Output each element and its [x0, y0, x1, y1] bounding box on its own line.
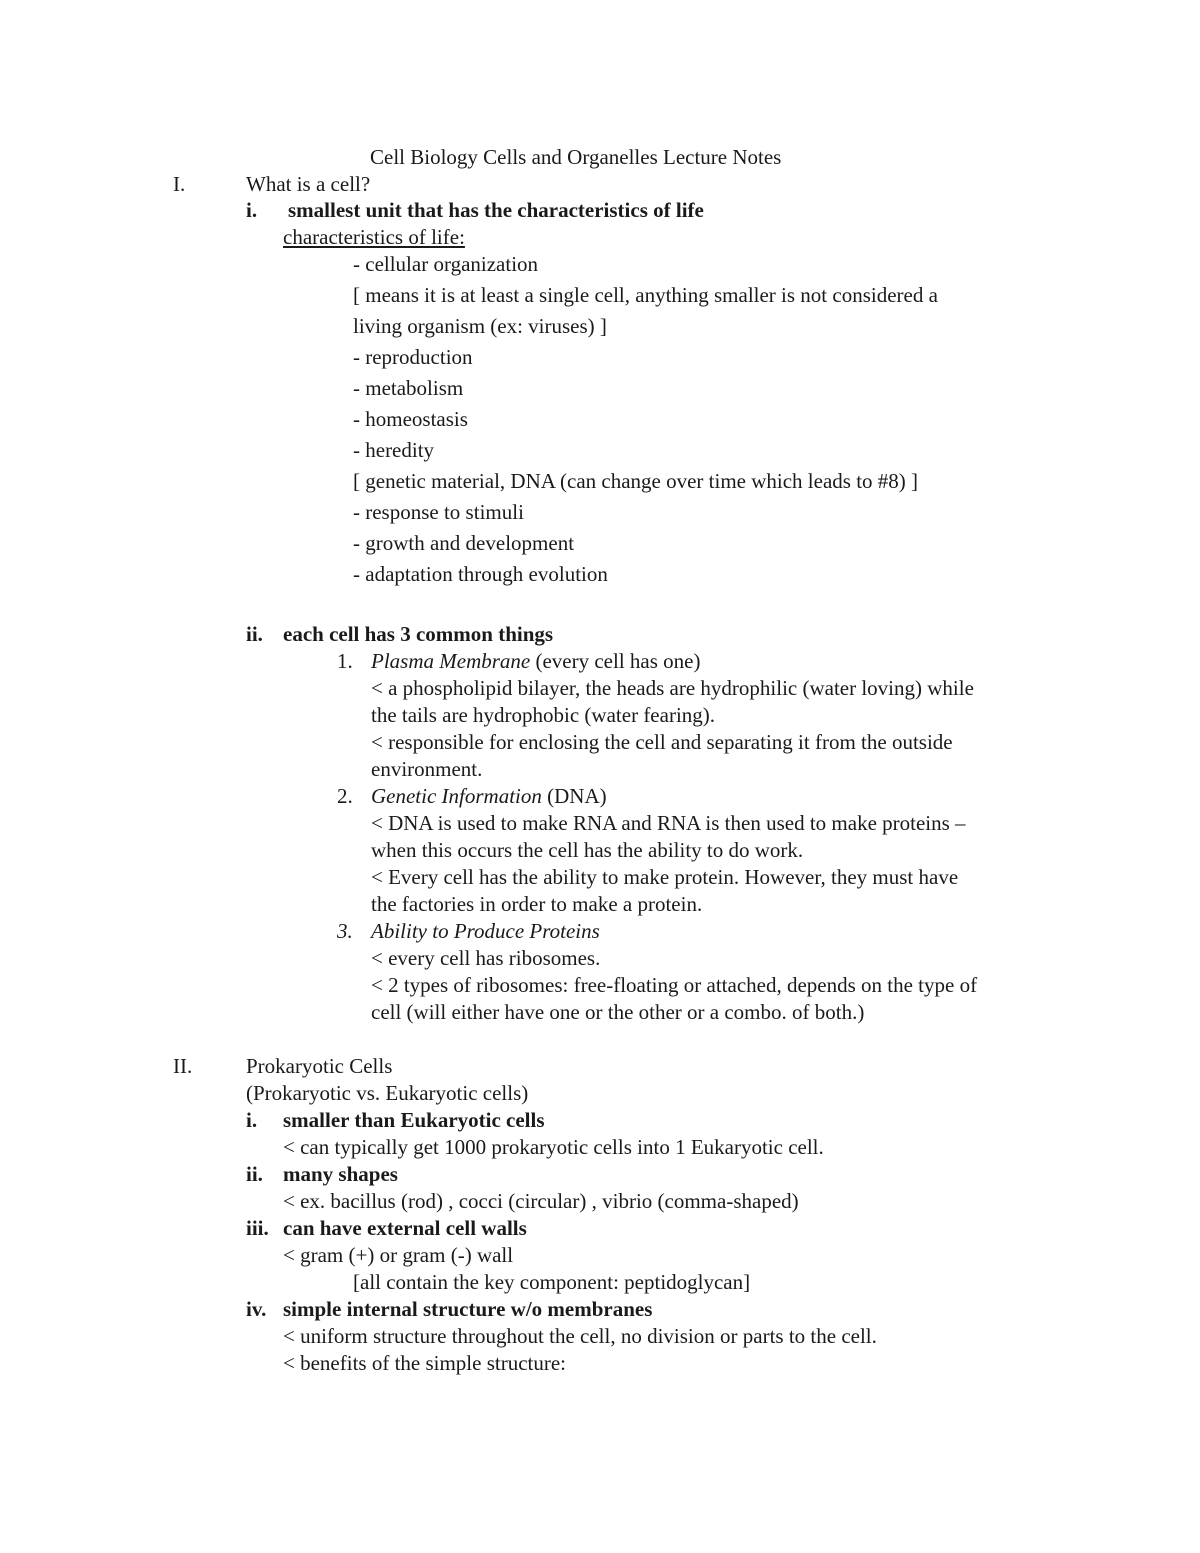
- characteristic-line: - metabolism: [353, 376, 464, 400]
- point-text: simple internal structure w/o membranes: [283, 1297, 653, 1321]
- point-i-number: i.: [246, 198, 258, 222]
- point-ii-number: ii.: [246, 622, 263, 646]
- point-line: < gram (+) or gram (-) wall: [283, 1243, 514, 1267]
- point-line: < ex. bacillus (rod) , cocci (circular) , vibrio (comma-shaped): [283, 1189, 799, 1213]
- section-1-number: I.: [173, 172, 186, 196]
- item-line: the tails are hydrophobic (water fearing).: [371, 703, 716, 727]
- point-number: iv.: [246, 1297, 267, 1321]
- point-line: < can typically get 1000 prokaryotic cells into 1 Eukaryotic cell.: [283, 1135, 824, 1159]
- point-number: iii.: [246, 1216, 269, 1240]
- point-text: smaller than Eukaryotic cells: [283, 1108, 545, 1132]
- item-number: 2.: [337, 784, 353, 808]
- point-i-text: smallest unit that has the characteristics of life: [288, 198, 704, 222]
- page-title: Cell Biology Cells and Organelles Lecture Notes: [370, 145, 782, 169]
- section-2-number: II.: [173, 1054, 193, 1078]
- item-line: < every cell has ribosomes.: [371, 946, 601, 970]
- item-line: < DNA is used to make RNA and RNA is then used to make proteins –: [371, 811, 966, 835]
- characteristic-line: - homeostasis: [353, 407, 468, 431]
- section-1-heading: What is a cell?: [246, 172, 371, 196]
- item-heading: [371, 648, 700, 675]
- point-number: ii.: [246, 1162, 263, 1186]
- section-2-heading: Prokaryotic Cells: [246, 1054, 393, 1078]
- item-name: Ability to Produce Proteins: [371, 919, 600, 943]
- item-name: Genetic Information: [371, 784, 542, 808]
- point-text: many shapes: [283, 1162, 398, 1186]
- characteristic-line: living organism (ex: viruses) ]: [353, 314, 607, 338]
- item-line: cell (will either have one or the other or a combo. of both.): [371, 1000, 865, 1024]
- characteristic-line: - adaptation through evolution: [353, 562, 608, 586]
- item-name: Plasma Membrane: [371, 649, 531, 673]
- point-number: i.: [246, 1108, 258, 1132]
- item-line: < Every cell has the ability to make protein. However, they must have: [371, 865, 959, 889]
- item-suffix: (every cell has one): [530, 649, 701, 673]
- characteristic-line: - response to stimuli: [353, 500, 524, 524]
- characteristic-line: - reproduction: [353, 345, 473, 369]
- characteristic-line: [ genetic material, DNA (can change over time which leads to #8) ]: [353, 469, 919, 493]
- item-line: < a phospholipid bilayer, the heads are hydrophilic (water loving) while: [371, 676, 974, 700]
- point-extra-line: [all contain the key component: peptidoglycan]: [353, 1270, 751, 1294]
- item-suffix: (DNA): [541, 784, 607, 808]
- item-heading: [371, 783, 607, 810]
- characteristics-heading: characteristics of life:: [283, 225, 465, 249]
- characteristic-line: [ means it is at least a single cell, anything smaller is not considered a: [353, 283, 938, 307]
- section-2-subheading: (Prokaryotic vs. Eukaryotic cells): [246, 1081, 529, 1105]
- item-line: < responsible for enclosing the cell and separating it from the outside: [371, 730, 953, 754]
- item-line: environment.: [371, 757, 483, 781]
- item-heading: [371, 918, 600, 945]
- item-line: when this occurs the cell has the ability to do work.: [371, 838, 804, 862]
- item-line: < 2 types of ribosomes: free-floating or attached, depends on the type of: [371, 973, 978, 997]
- point-text: can have external cell walls: [283, 1216, 527, 1240]
- item-line: the factories in order to make a protein.: [371, 892, 703, 916]
- characteristic-line: - heredity: [353, 438, 435, 462]
- point-line: < benefits of the simple structure:: [283, 1351, 567, 1375]
- item-number: 1.: [337, 649, 353, 673]
- point-line: < uniform structure throughout the cell, no division or parts to the cell.: [283, 1324, 877, 1348]
- characteristic-line: - cellular organization: [353, 252, 539, 276]
- item-number: 3.: [337, 919, 353, 943]
- characteristic-line: - growth and development: [353, 531, 575, 555]
- point-ii-text: each cell has 3 common things: [283, 622, 554, 646]
